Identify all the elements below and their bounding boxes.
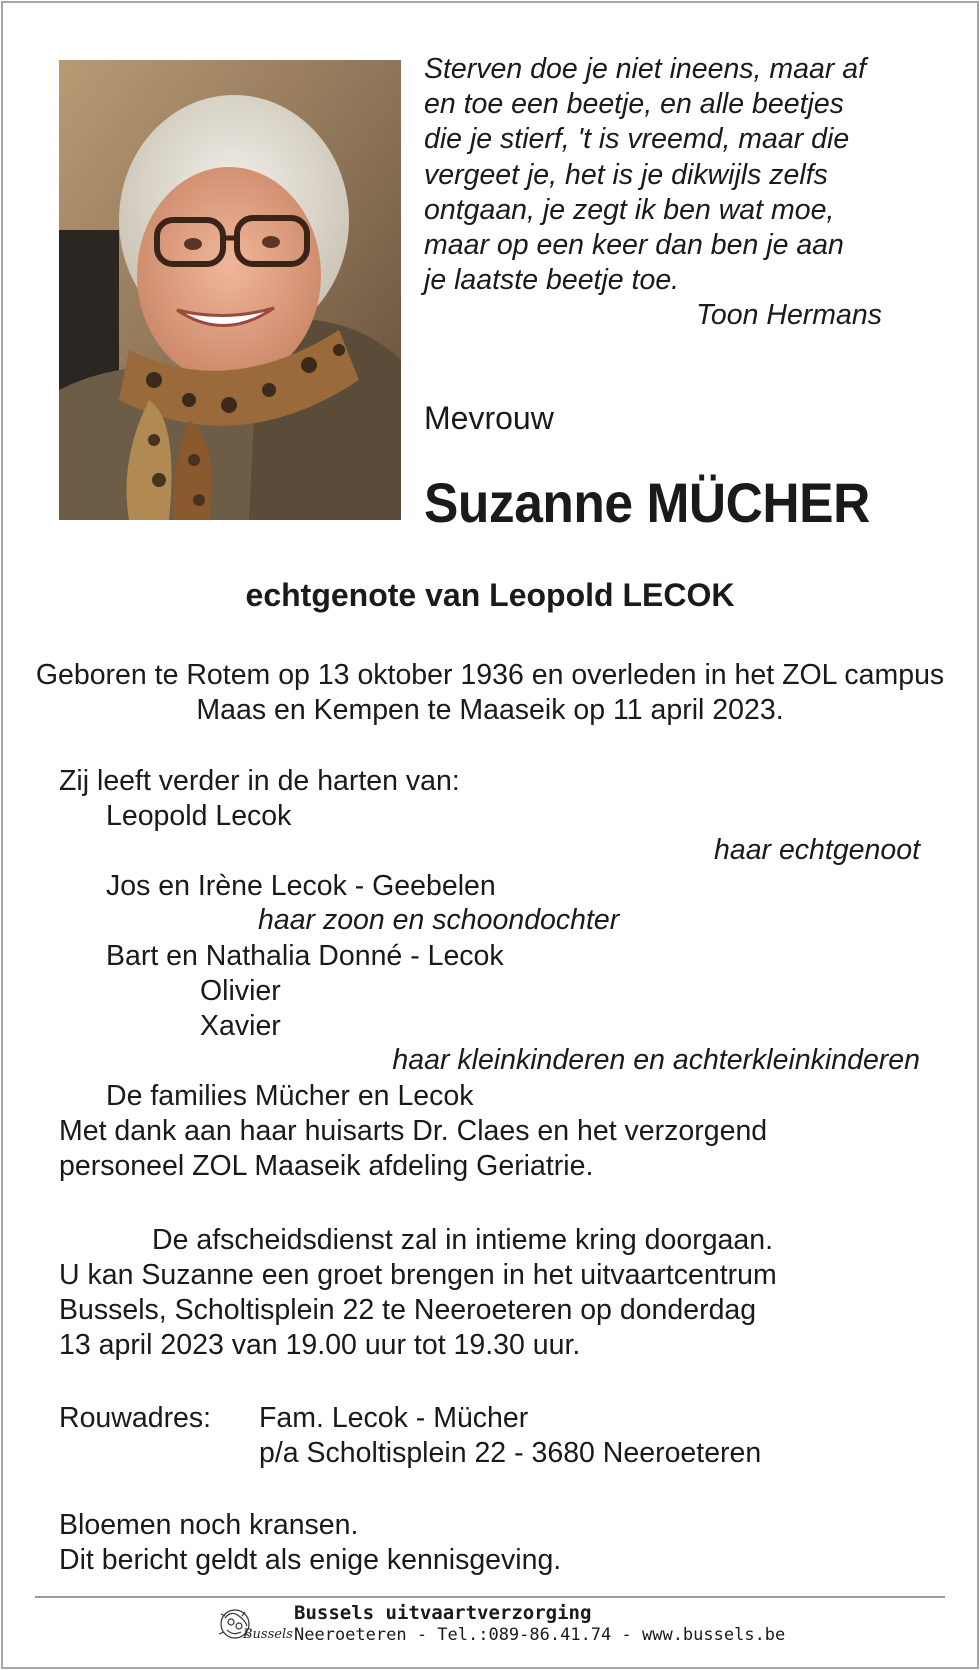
poem-line: ontgaan, je zegt ik ben wat moe, <box>424 193 835 226</box>
closing-line: Bloemen noch kransen. <box>59 1509 359 1541</box>
bussels-logo <box>213 1604 293 1648</box>
service-line: 13 april 2023 van 19.00 uur tot 19.30 uur. <box>59 1329 581 1361</box>
service-line: U kan Suzanne een groet brengen in het uitvaartcentrum <box>59 1259 777 1291</box>
logo-text: Bussels <box>243 1627 293 1642</box>
thanks-line: Met dank aan haar huisarts Dr. Claes en het verzorgend <box>59 1115 768 1147</box>
closing-line: Dit bericht geldt als enige kennisgeving. <box>59 1544 562 1576</box>
poem-line: Sterven doe je niet ineens, maar af <box>424 53 867 85</box>
spouse-line: echtgenote van Leopold LECOK <box>245 577 735 613</box>
portrait-photo <box>59 60 401 520</box>
poem-line: maar op een keer dan ben je aan <box>424 229 844 262</box>
service-line: De afscheidsdienst zal in intieme kring doorgaan. <box>152 1224 774 1256</box>
funeral-company-address: Neeroeteren - Tel.:089-86.41.74 - www.bussels.be <box>294 1625 786 1645</box>
poem-author: Toon Hermans <box>696 299 882 332</box>
poem-line: je laatste beetje toe. <box>424 264 680 297</box>
survivors-intro: Zij leeft verder in de harten van: <box>59 765 460 797</box>
thanks-line: personeel ZOL Maaseik afdeling Geriatrie. <box>59 1150 594 1182</box>
survivor-spouse-name: Leopold Lecok <box>106 800 292 832</box>
survivor-spouse-relation: haar echtgenoot <box>714 834 920 866</box>
survivor-grandchildren-relation: haar kleinkinderen en achterkleinkinderen <box>392 1044 920 1076</box>
poem-line: en toe een beetje, en alle beetjes <box>424 88 844 121</box>
poem-line: vergeet je, het is je dikwijls zelfs <box>424 158 828 191</box>
service-line: Bussels, Scholtisplein 22 te Neeroeteren op donderdag <box>59 1294 757 1326</box>
birth-death-text: Geboren te Rotem op 13 oktober 1936 en overleden in het ZOL campus Maas en Kempen te Maaseik op 11 april 2023. <box>35 659 945 726</box>
funeral-company-name: Bussels uitvaartverzorging <box>294 1602 592 1624</box>
deceased-title: Mevrouw <box>424 400 554 436</box>
poem <box>424 52 914 334</box>
mourning-address-line: p/a Scholtisplein 22 - 3680 Neeroeteren <box>259 1437 762 1469</box>
mourning-address-line: Fam. Lecok - Mücher <box>259 1402 529 1434</box>
survivor-families: De families Mücher en Lecok <box>106 1080 474 1112</box>
survivor-grandchild-names: Bart en Nathalia Donné - Lecok <box>106 940 504 972</box>
survivor-great-grandchild: Olivier <box>200 975 281 1007</box>
survivor-great-grandchild: Xavier <box>200 1010 281 1042</box>
footer-divider <box>35 1596 945 1598</box>
survivor-son-relation: haar zoon en schoondochter <box>258 904 620 936</box>
survivor-son-names: Jos en Irène Lecok - Geebelen <box>106 870 496 902</box>
deceased-name: Suzanne MÜCHER <box>424 471 870 534</box>
poem-line: die je stierf, 't is vreemd, maar die <box>424 123 850 156</box>
mourning-address-label: Rouwadres: <box>59 1402 212 1434</box>
